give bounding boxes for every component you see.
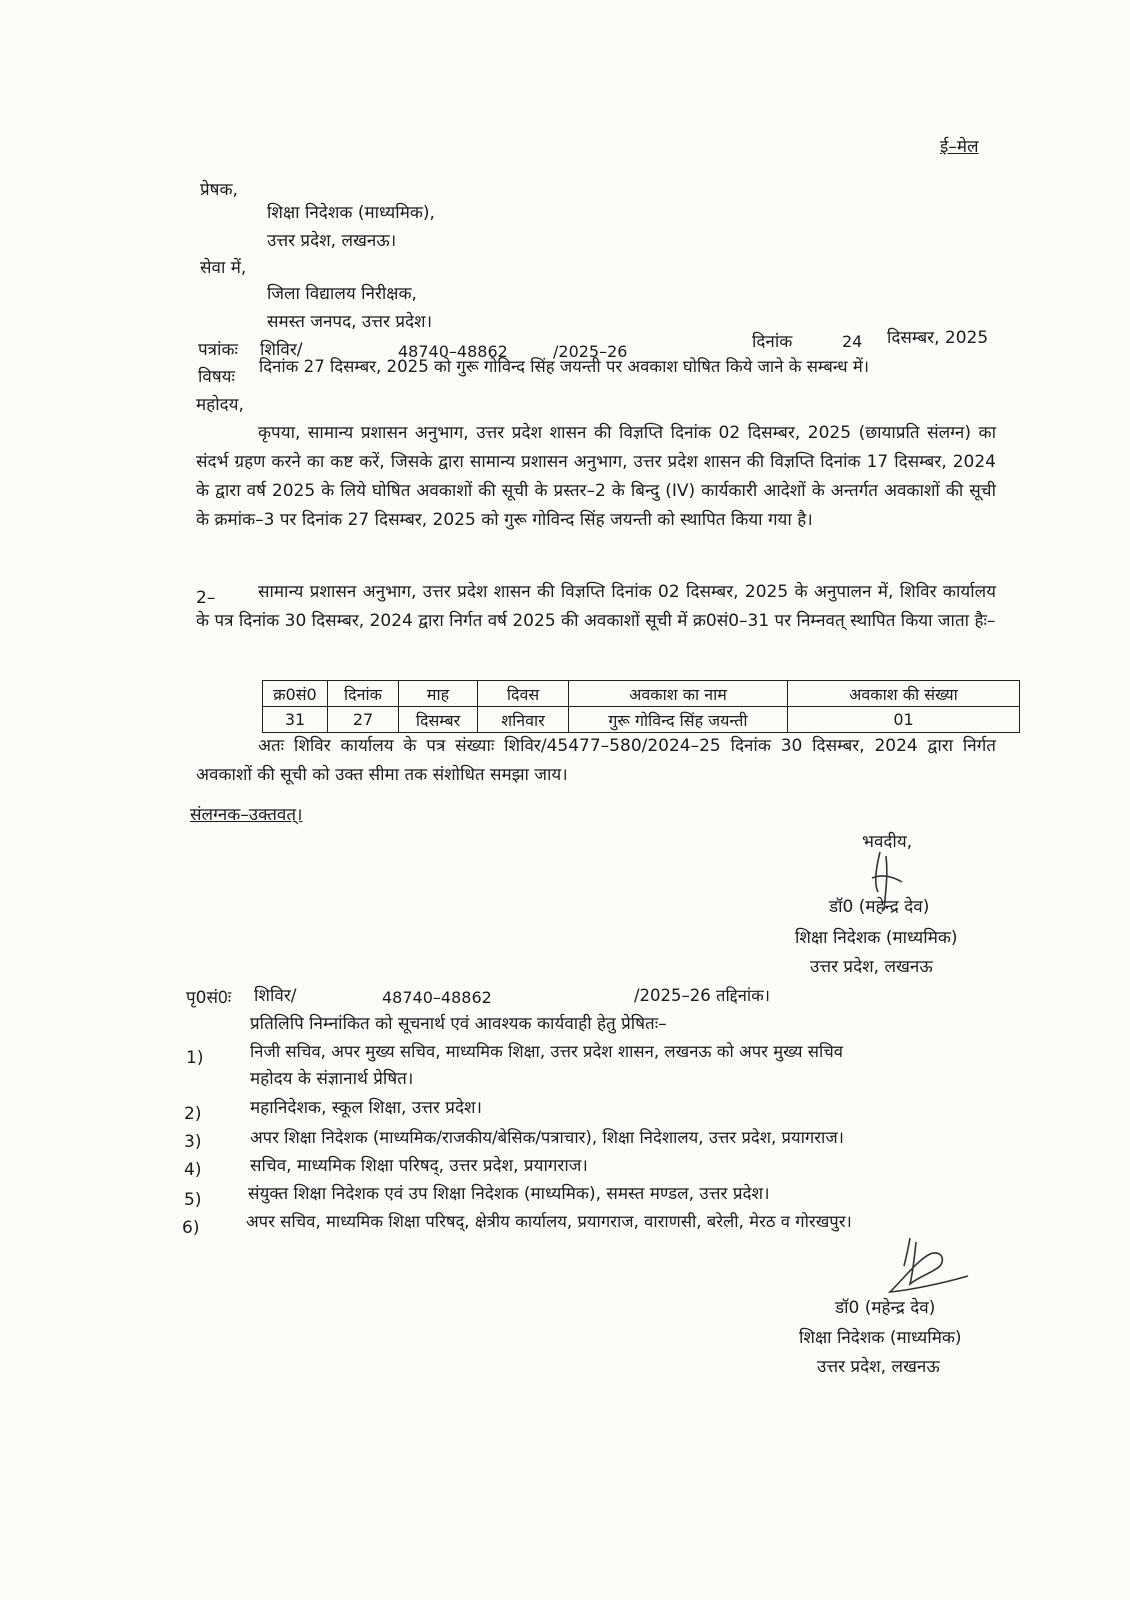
copy-item-line: महोदय के संज्ञानार्थ प्रेषित। xyxy=(250,1069,414,1089)
enclosure: संलग्नक–उक्तवत्। xyxy=(190,805,303,825)
table-row xyxy=(263,707,1020,733)
copy-item-line: महानिदेशक, स्कूल शिक्षा, उत्तर प्रदेश। xyxy=(250,1098,482,1118)
signature2-place: उत्तर प्रदेश, लखनऊ xyxy=(817,1357,940,1377)
sender-line2: उत्तर प्रदेश, लखनऊ। xyxy=(267,231,397,251)
copy-item-number: 1) xyxy=(186,1048,204,1068)
table-cell: गुरू गोविन्द सिंह जयन्ती xyxy=(569,707,788,733)
copy-item-number: 2) xyxy=(184,1104,202,1124)
subject-text: दिनांक 27 दिसम्बर, 2025 को गुरू गोविन्द सिंह जयन्ती पर अवकाश घोषित किये जाने के सम्बन्ध में। xyxy=(259,357,870,376)
copy-item-line: सचिव, माध्यमिक शिक्षा परिषद्, उत्तर प्रदेश, प्रयागराज। xyxy=(250,1156,588,1176)
recipient-line1: जिला विद्यालय निरीक्षक, xyxy=(267,284,417,304)
copy-item-number: 4) xyxy=(184,1160,202,1180)
table-cell: 01 xyxy=(788,707,1020,733)
reference-label: पत्रांकः xyxy=(198,340,238,360)
copy-item-number: 5) xyxy=(184,1190,202,1210)
reference-day: 24 xyxy=(842,332,863,351)
signature1-designation: शिक्षा निदेशक (माध्यमिक) xyxy=(795,928,958,948)
reference-year: /2025–26 xyxy=(553,342,628,361)
endorsement-label: पृ0सं0ः xyxy=(186,988,232,1008)
table-cell: 27 xyxy=(328,707,399,733)
copy-item-line: निजी सचिव, अपर मुख्य सचिव, माध्यमिक शिक्षा, उत्तर प्रदेश शासन, लखनऊ को अपर मुख्य सचिव xyxy=(250,1042,844,1061)
copy-item-line: अपर सचिव, माध्यमिक शिक्षा परिषद्, क्षेत्रीय कार्यालय, प्रयागराज, वाराणसी, बरेली, मेरठ व गोरखपुर। xyxy=(246,1212,852,1231)
table-header-cell: दिनांक xyxy=(328,681,399,707)
copy-item-line: अपर शिक्षा निदेशक (माध्यमिक/राजकीय/बेसिक/पत्राचार), शिक्षा निदेशालय, उत्तर प्रदेश, प्रयागराज। xyxy=(250,1128,844,1147)
salutation: महोदय, xyxy=(196,395,244,415)
signature1-closing: भवदीय, xyxy=(862,832,913,852)
email-tag: ई–मेल xyxy=(940,137,979,157)
table-cell: शनिवार xyxy=(478,707,569,733)
paragraph-1: कृपया, सामान्य प्रशासन अनुभाग, उत्तर प्रदेश शासन की विज्ञप्ति दिनांक 02 दिसम्बर, 2025 (छायाप्रति संलग्न) का संदर्भ ग्रहण करने का कष्ट करें, जिसके द्वारा सामान्य प्रशासन अनुभाग, उत्तर प्रदेश शासन की विज्ञप्ति दिनांक 17 दिसम्बर, 2024 के द्वारा वर्ष 2025 के लिये घोषित अवकाशों की सूची के प्रस्तर–2 के बिन्दु (IV) कार्यकारी आदेशों के अन्तर्गत अवकाशों की सूची के क्रमांक–3 पर दिनांक 27 दिसम्बर, 2025 को गुरू गोविन्द सिंह जयन्ती को स्थापित किया गया है। xyxy=(196,423,996,530)
table-cell: दिसम्बर xyxy=(399,707,478,733)
table-header-cell: अवकाश का नाम xyxy=(569,681,788,707)
table-cell: 31 xyxy=(263,707,328,733)
endorsement-prefix: शिविर/ xyxy=(254,986,297,1006)
endorsement-intro: प्रतिलिपि निम्नांकित को सूचनार्थ एवं आवश्यक कार्यवाही हेतु प्रेषितः– xyxy=(250,1014,667,1034)
copy-item-line: संयुक्त शिक्षा निदेशक एवं उप शिक्षा निदेशक (माध्यमिक), समस्त मण्डल, उत्तर प्रदेश। xyxy=(248,1184,770,1204)
paragraph-2-number: 2– xyxy=(196,588,216,608)
reference-date-label: दिनांक xyxy=(752,332,793,352)
reference-month-year: दिसम्बर, 2025 xyxy=(887,328,989,348)
table-header-row xyxy=(263,681,1020,707)
holiday-table xyxy=(262,680,1020,733)
recipient-line2: समस्त जनपद, उत्तर प्रदेश। xyxy=(267,312,433,332)
paragraph-2: सामान्य प्रशासन अनुभाग, उत्तर प्रदेश शासन की विज्ञप्ति दिनांक 02 दिसम्बर, 2025 के अनुपालन में, शिविर कार्यालय के पत्र दिनांक 30 दिसम्बर, 2024 द्वारा निर्गत वर्ष 2025 की अवकाशों सूची में क्र0सं0–31 पर निम्नवत् स्थापित किया जाता हैः– xyxy=(196,582,996,631)
signature1-name: डॉ0 (महेन्द्र देव) xyxy=(829,897,930,917)
signature1-place: उत्तर प्रदेश, लखनऊ xyxy=(810,957,933,977)
copy-item-number: 3) xyxy=(184,1132,202,1152)
subject-label: विषयः xyxy=(198,367,235,387)
sender-label: प्रेषक, xyxy=(200,180,238,200)
table-header-cell: क्र0सं0 xyxy=(263,681,328,707)
copy-item-number: 6) xyxy=(182,1218,200,1238)
recipient-label: सेवा में, xyxy=(200,258,247,278)
signature2-name: डॉ0 (महेन्द्र देव) xyxy=(835,1298,936,1318)
table-header-cell: अवकाश की संख्या xyxy=(788,681,1020,707)
endorsement-number: 48740–48862 xyxy=(382,988,492,1007)
table-header-cell: माह xyxy=(399,681,478,707)
table-header-cell: दिवस xyxy=(478,681,569,707)
paragraph-3: अतः शिविर कार्यालय के पत्र संख्याः शिविर/45477–580/2024–25 दिनांक 30 दिसम्बर, 2024 द्वारा निर्गत अवकाशों की सूची को उक्त सीमा तक संशोधित समझा जाय। xyxy=(196,736,996,785)
reference-prefix: शिविर/ xyxy=(260,340,303,360)
sender-line1: शिक्षा निदेशक (माध्यमिक), xyxy=(267,203,435,223)
signature2-designation: शिक्षा निदेशक (माध्यमिक) xyxy=(799,1328,962,1348)
endorsement-suffix: /2025–26 तद्दिनांक। xyxy=(634,986,771,1005)
reference-number: 48740–48862 xyxy=(398,342,508,361)
